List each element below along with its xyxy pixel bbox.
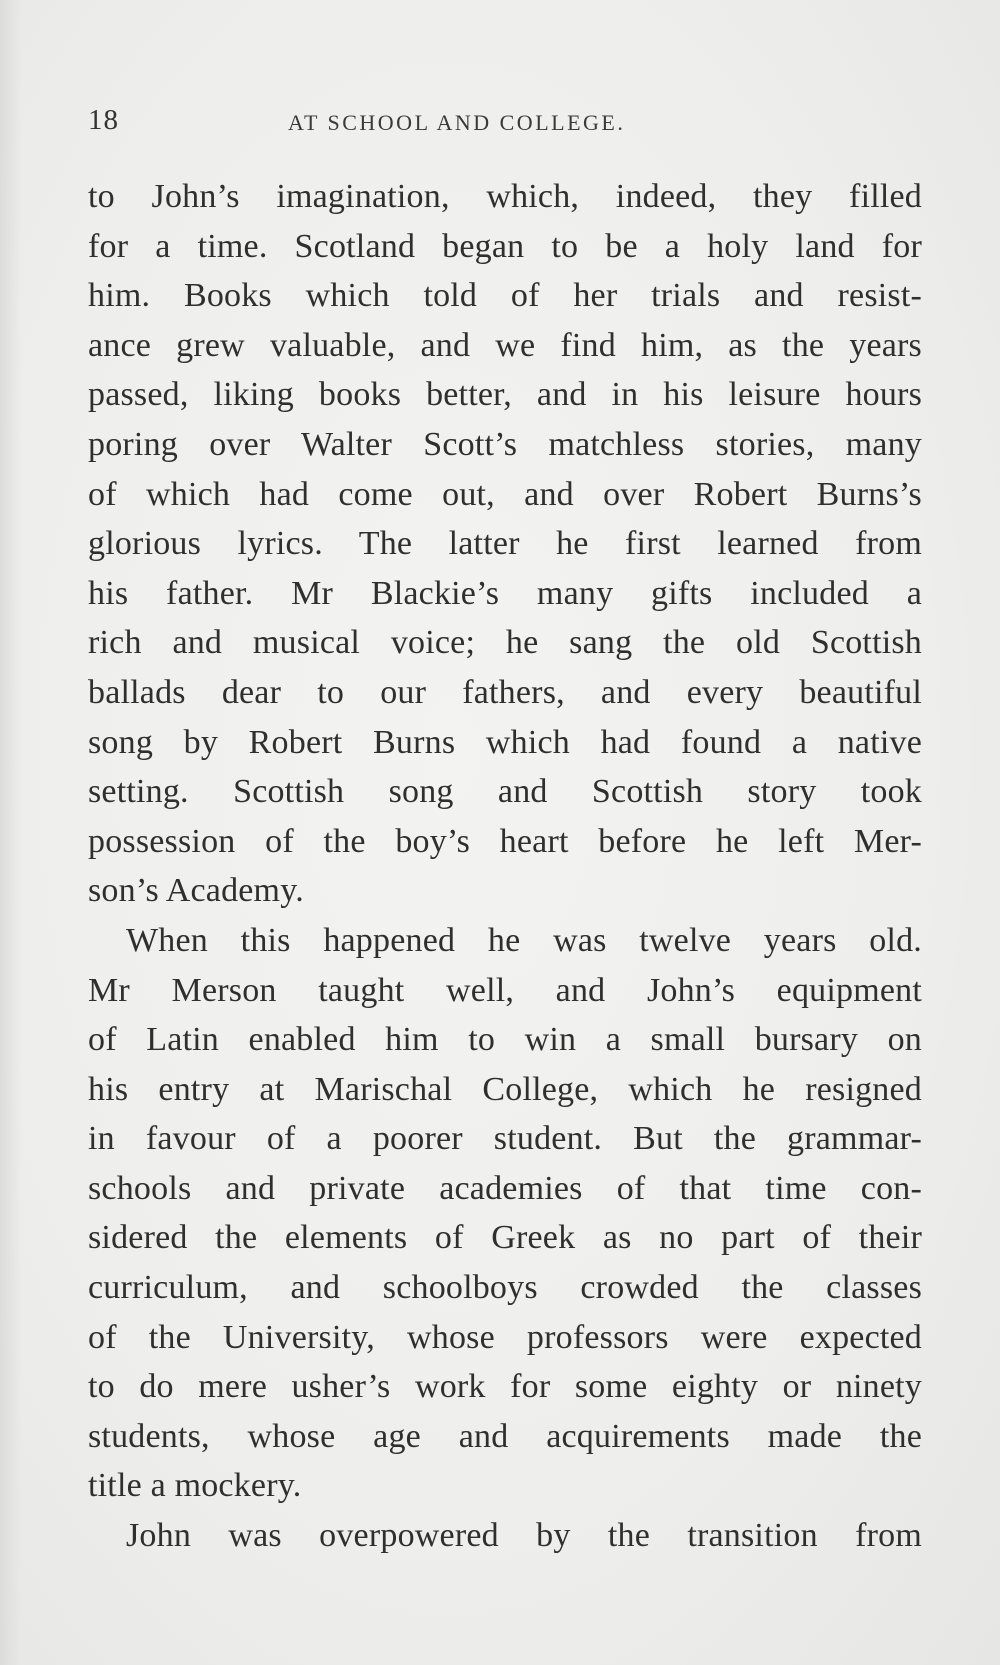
text-line: of Latin enabled him to win a small bursary on (88, 1021, 922, 1059)
body-text (88, 172, 922, 1561)
text-line: students, whose age and acquirements made the (88, 1417, 922, 1455)
running-head (88, 104, 922, 144)
text-line: his father. Mr Blackie’s many gifts included a (88, 574, 922, 612)
text-line: sidered the elements of Greek as no part of their (88, 1219, 922, 1257)
text-line: Mr Merson taught well, and John’s equipment (88, 971, 922, 1009)
text-line: setting. Scottish song and Scottish story took (88, 773, 922, 811)
text-line: for a time. Scotland began to be a holy land for (88, 227, 922, 265)
text-line: passed, liking books better, and in his leisure hours (88, 376, 922, 414)
paragraph-start-line: John was overpowered by the transition from (126, 1517, 922, 1555)
text-line: glorious lyrics. The latter he first learned from (88, 525, 922, 563)
text-line: his entry at Marischal College, which he resigned (88, 1070, 922, 1108)
text-line: ance grew valuable, and we find him, as the years (88, 326, 922, 364)
text-line: of the University, whose professors were expected (88, 1318, 922, 1356)
running-title: AT SCHOOL AND COLLEGE. (288, 110, 626, 135)
text-line: to do mere usher’s work for some eighty or ninety (88, 1368, 922, 1406)
text-line: ballads dear to our fathers, and every beautiful (88, 673, 922, 711)
spine-shadow (0, 0, 22, 1665)
text-line: poring over Walter Scott’s matchless stories, many (88, 425, 922, 463)
paragraph-start-line: When this happened he was twelve years old. (126, 921, 922, 959)
paragraph-end-line: title a mockery. (88, 1467, 302, 1505)
text-line: curriculum, and schoolboys crowded the classes (88, 1269, 922, 1307)
text-line: him. Books which told of her trials and resist- (88, 277, 922, 315)
text-line: rich and musical voice; he sang the old Scottish (88, 624, 922, 662)
text-line: schools and private academies of that time con- (88, 1169, 922, 1207)
text-line: in favour of a poorer student. But the grammar- (88, 1120, 922, 1158)
text-line: to John’s imagination, which, indeed, they filled (88, 178, 922, 215)
text-line: song by Robert Burns which had found a native (88, 723, 922, 761)
text-line: of which had come out, and over Robert Burns’s (88, 475, 922, 513)
paragraph-end-line: son’s Academy. (88, 872, 304, 910)
text-line: possession of the boy’s heart before he left Mer- (88, 822, 922, 860)
page-number: 18 (88, 104, 119, 136)
